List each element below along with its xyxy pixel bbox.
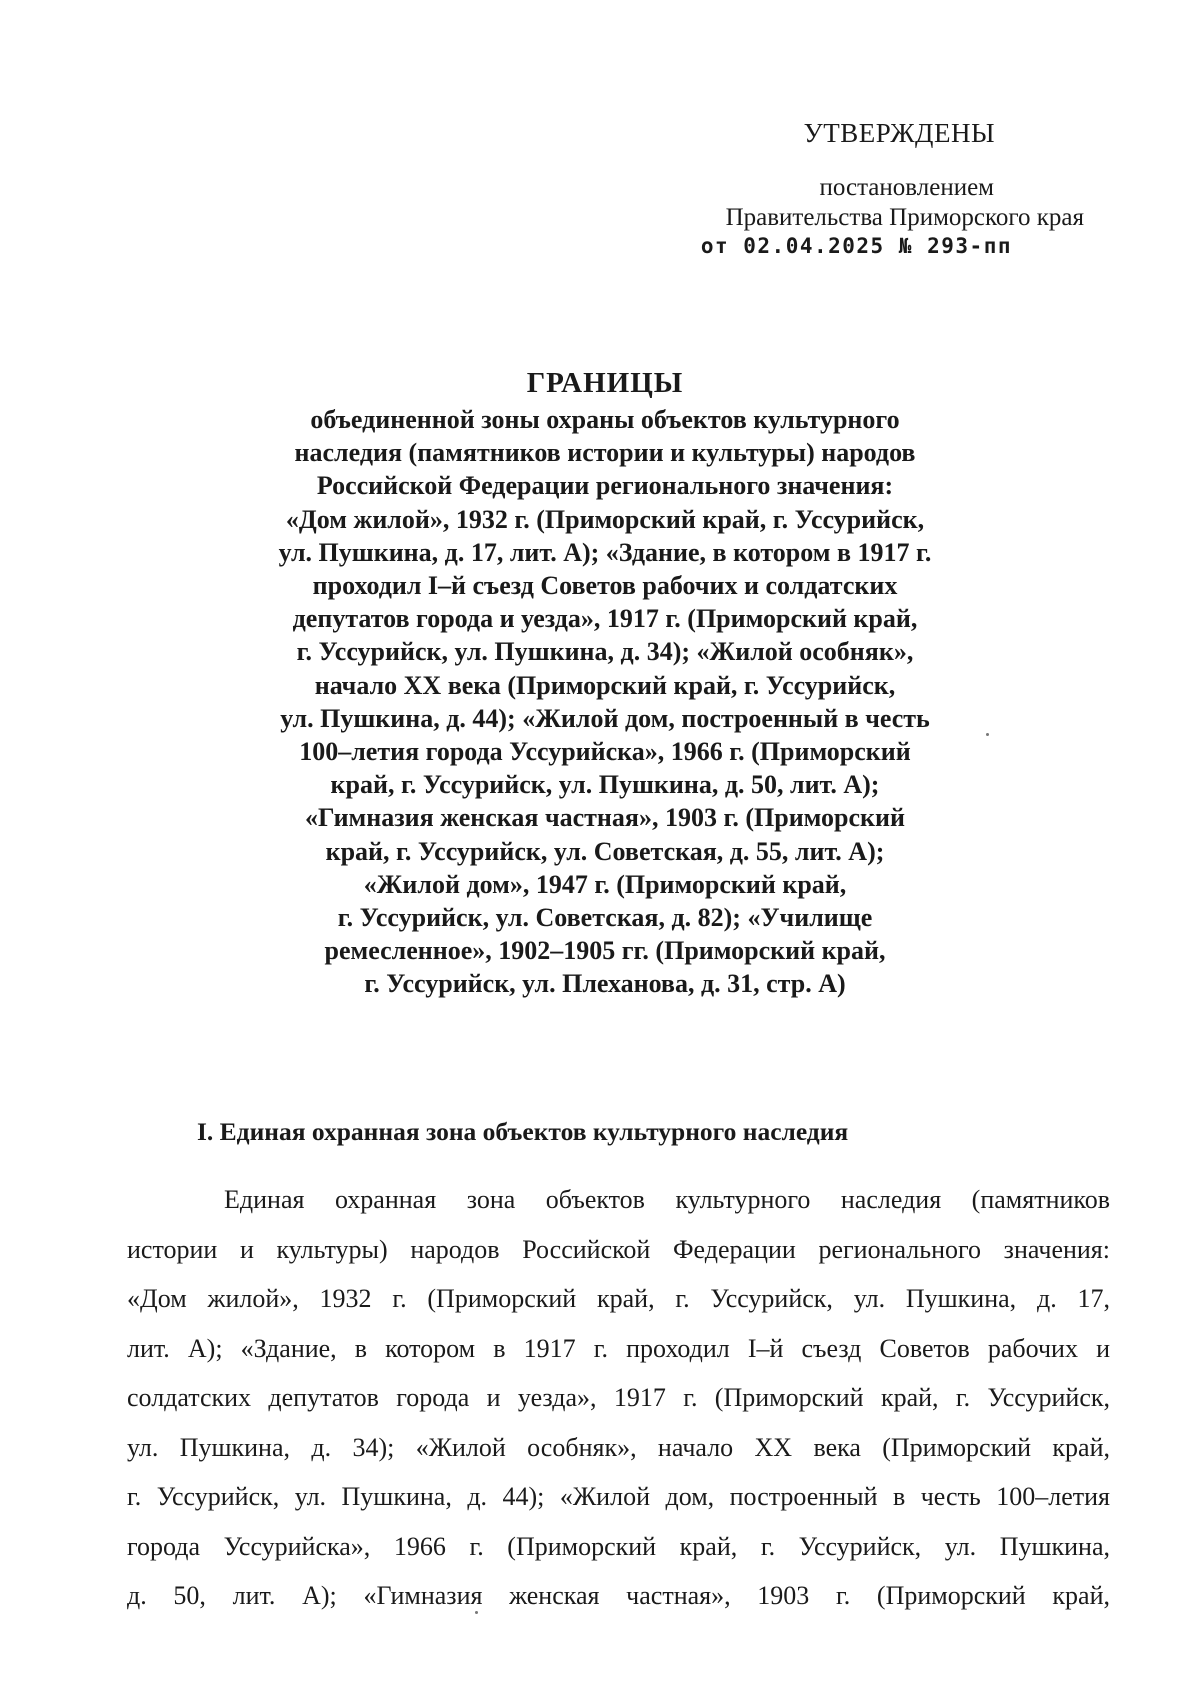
subtitle-line: край, г. Уссурийск, ул. Советская, д. 55, лит. А); [325,836,885,866]
subtitle-line: объединенной зоны охраны объектов культурного [310,405,900,434]
subtitle-line: г. Уссурийск, ул. Плеханова, д. 31, стр. А) [364,969,846,999]
subtitle-line: наследия (памятников истории и культуры) народов [294,438,916,468]
subtitle-line: ул. Пушкина, д. 17, лит. А); «Здание, в котором в 1917 г. [278,537,932,567]
subtitle-line: г. Уссурийск, ул. Советская, д. 82); «Училище [337,903,873,933]
section-paragraph [127,1175,1110,1621]
title-heading: ГРАНИЦЫ [526,367,684,399]
approval-government: Правительства Приморского края [725,204,1084,231]
paragraph-line: лит. А); «Здание, в котором в 1917 г. проходил I–й съезд Советов рабочих и [127,1333,1110,1363]
subtitle-line: «Жилой дом», 1947 г. (Приморский край, [363,869,847,899]
subtitle-line: «Гимназия женская частная», 1903 г. (Приморский [305,803,905,833]
paragraph-line: города Уссурийска», 1966 г. (Приморский край, г. Уссурийск, ул. Пушкина, [127,1531,1110,1561]
subtitle-line: Российской Федерации регионального значения: [316,471,894,501]
title-subtitle [200,403,1010,1001]
subtitle-line: ремесленное», 1902–1905 гг. (Приморский край, [324,936,886,966]
subtitle-line: 100–летия города Уссурийска», 1966 г. (Приморский [299,737,911,767]
subtitle-line: край, г. Уссурийск, ул. Пушкина, д. 50, лит. А); [330,770,880,800]
section-title: I. Единая охранная зона объектов культурного наследия [197,1117,849,1146]
subtitle-line: проходил I–й съезд Советов рабочих и солдатских [312,571,898,601]
paragraph-line: д. 50, лит. А); «Гимназия женская частная», 1903 г. (Приморский край, [127,1581,1110,1610]
subtitle-line: ул. Пушкина, д. 44); «Жилой дом, построенный в честь [280,703,930,733]
paragraph-line: истории и культуры) народов Российской Федерации регионального значения: [127,1234,1110,1264]
paragraph-line: г. Уссурийск, ул. Пушкина, д. 44); «Жилой дом, построенный в честь 100–летия [127,1482,1110,1511]
subtitle-line: депутатов города и уезда», 1917 г. (Приморский край, [292,604,918,634]
paragraph-line: ул. Пушкина, д. 34); «Жилой особняк», начало XX века (Приморский край, [127,1432,1110,1462]
paragraph-line: Единая охранная зона объектов культурного наследия (памятников [224,1185,1110,1214]
approval-stamp: от 02.04.2025 № 293-пп [700,234,1012,258]
subtitle-line: «Дом жилой», 1932 г. (Приморский край, г. Уссурийск, [285,504,925,534]
scan-speck [475,1611,478,1614]
document-title [200,363,1010,1001]
subtitle-line: г. Уссурийск, ул. Пушкина, д. 34); «Жилой особняк», [296,637,914,667]
subtitle-line: начало XX века (Приморский край, г. Уссурийск, [314,670,896,700]
approval-by: постановлением [819,174,994,201]
paragraph-line: «Дом жилой», 1932 г. (Приморский край, г. Уссурийск, ул. Пушкина, д. 17, [127,1284,1110,1313]
scan-speck [986,733,989,736]
paragraph-line: солдатских депутатов города и уезда», 1917 г. (Приморский край, г. Уссурийск, [127,1383,1110,1412]
approval-heading: УТВЕРЖДЕНЫ [803,118,995,148]
